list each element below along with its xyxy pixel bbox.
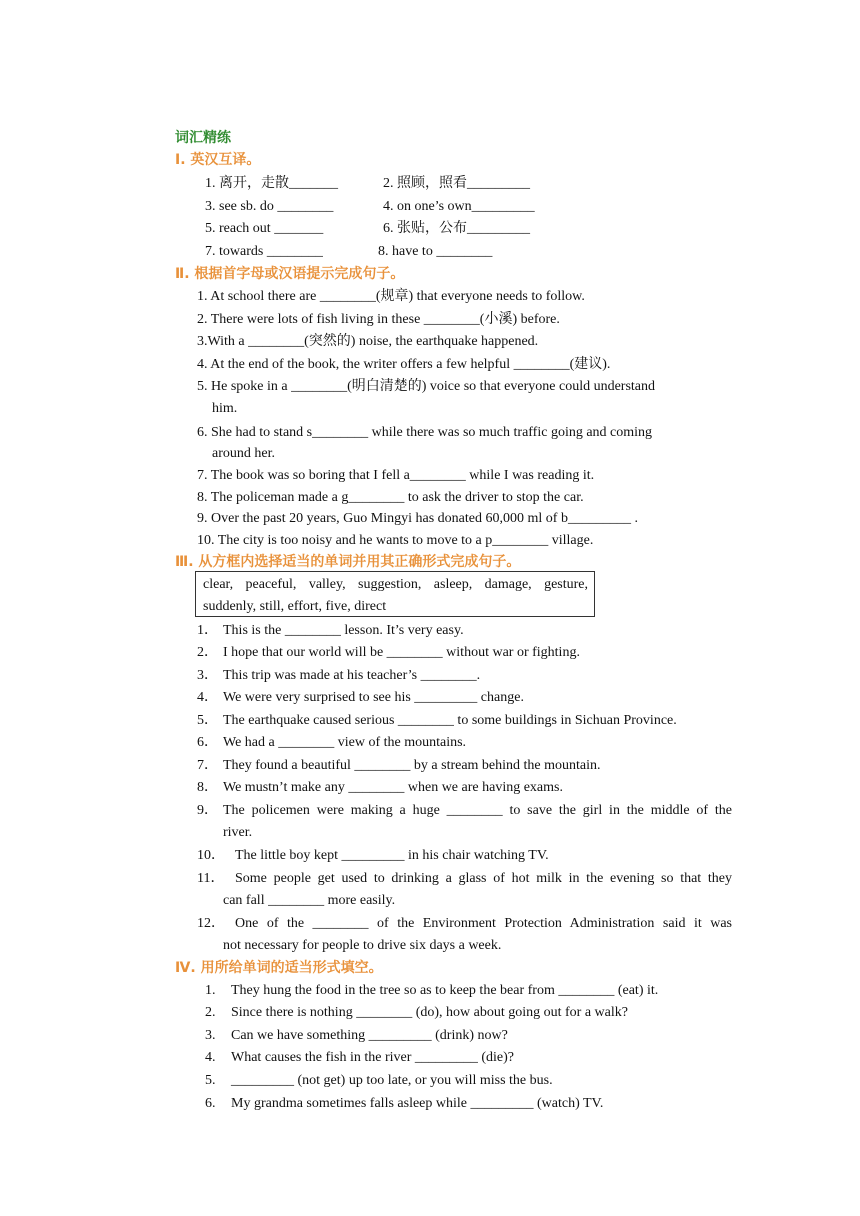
s4-num-6: 6. xyxy=(205,1096,216,1111)
s2-item-3: 3.With a ________(突然的) noise, the earthquake happened. xyxy=(197,334,539,349)
s1-item-1: 1. 离开，走散_______ xyxy=(205,176,338,191)
s4-item-6: My grandma sometimes falls asleep while _________ (watch) TV. xyxy=(231,1096,604,1111)
s2-item-4: 4. At the end of the book, the writer offers a few helpful ________(建议). xyxy=(197,357,611,372)
s4-num-3: 3. xyxy=(205,1028,216,1043)
s3-item-5: The earthquake caused serious ________ to some buildings in Sichuan Province. xyxy=(223,713,677,728)
s3-num-6: 6． xyxy=(197,735,218,750)
s2-item-8: 8. The policeman made a g________ to ask the driver to stop the car. xyxy=(197,490,584,505)
s3-item-2: I hope that our world will be ________ without war or fighting. xyxy=(223,645,580,660)
s3-item-12: One of the ________ of the Environment Protection Administration said it was xyxy=(235,916,732,931)
s2-item-6: 6. She had to stand s________ while there was so much traffic going and coming xyxy=(197,425,653,440)
s4-item-5: _________ (not get) up too late, or you will miss the bus. xyxy=(231,1073,553,1088)
word-box-line-2: suddenly, still, effort, five, direct xyxy=(203,599,387,614)
s3-item-7: They found a beautiful ________ by a stream behind the mountain. xyxy=(223,758,601,773)
s2-item-5: 5. He spoke in a ________(明白清楚的) voice so that everyone could understand xyxy=(197,379,656,394)
section-2-heading: Ⅱ. 根据首字母或汉语提示完成句子。 xyxy=(175,266,405,282)
s3-num-5: 5． xyxy=(197,713,218,728)
s1-item-5: 5. reach out _______ xyxy=(205,221,324,236)
s3-item-8: We mustn’t make any ________ when we are having exams. xyxy=(223,780,563,795)
word-box xyxy=(195,571,595,617)
s4-num-1: 1. xyxy=(205,983,216,998)
s4-item-2: Since there is nothing ________ (do), how about going out for a walk? xyxy=(231,1005,628,1020)
s2-item-10: 10. The city is too noisy and he wants to move to a p________ village. xyxy=(197,533,594,548)
s3-item-10: The little boy kept _________ in his chair watching TV. xyxy=(235,848,549,863)
s3-item-1: This is the ________ lesson. It’s very easy. xyxy=(223,623,464,638)
s3-item-4: We were very surprised to see his _________ change. xyxy=(223,690,524,705)
s3-num-9: 9． xyxy=(197,803,218,818)
s3-item-11-cont: can fall ________ more easily. xyxy=(223,893,396,908)
section-1-heading: Ⅰ. 英汉互译。 xyxy=(175,152,261,168)
s1-item-2: 2. 照顾，照看_________ xyxy=(383,176,530,191)
s1-item-4: 4. on one’s own_________ xyxy=(383,199,535,214)
page-title: 词汇精练 xyxy=(175,130,231,146)
s4-num-4: 4. xyxy=(205,1050,216,1065)
s3-item-12-cont: not necessary for people to drive six days a week. xyxy=(223,938,502,953)
section-3-heading: Ⅲ. 从方框内选择适当的单词并用其正确形式完成句子。 xyxy=(175,554,521,570)
s3-num-12: 12． xyxy=(197,916,225,931)
s4-num-5: 5. xyxy=(205,1073,216,1088)
s4-item-4: What causes the fish in the river _________ (die)? xyxy=(231,1050,515,1065)
s1-item-3: 3. see sb. do ________ xyxy=(205,199,334,214)
s3-num-10: 10． xyxy=(197,848,225,863)
s3-num-7: 7． xyxy=(197,758,218,773)
s1-item-8: 8. have to ________ xyxy=(378,244,493,259)
s3-item-11: Some people get used to drinking a glass of hot milk in the evening so that they xyxy=(235,871,732,886)
word-box-line-1: clear, peaceful, valley, suggestion, asleep, damage, gesture, xyxy=(203,577,588,592)
s3-item-6: We had a ________ view of the mountains. xyxy=(223,735,467,750)
section-4-heading: Ⅳ. 用所给单词的适当形式填空。 xyxy=(175,960,383,976)
s3-item-3: This trip was made at his teacher’s ________. xyxy=(223,668,481,683)
s3-num-2: 2． xyxy=(197,645,218,660)
s2-item-2: 2. There were lots of fish living in these ________(小溪) before. xyxy=(197,312,560,327)
s4-item-3: Can we have something _________ (drink) now? xyxy=(231,1028,508,1043)
s2-item-6-cont: around her. xyxy=(212,446,275,461)
s3-num-8: 8． xyxy=(197,780,218,795)
s2-item-9: 9. Over the past 20 years, Guo Mingyi has donated 60,000 ml of b_________ . xyxy=(197,511,638,526)
s4-num-2: 2. xyxy=(205,1005,216,1020)
s2-item-5-cont: him. xyxy=(212,401,238,416)
s3-num-3: 3． xyxy=(197,668,218,683)
s4-item-1: They hung the food in the tree so as to keep the bear from ________ (eat) it. xyxy=(231,983,659,998)
s1-item-7: 7. towards ________ xyxy=(205,244,323,259)
s3-num-4: 4． xyxy=(197,690,218,705)
s3-num-1: 1． xyxy=(197,623,218,638)
s3-item-9: The policemen were making a huge ________ to save the girl in the middle of the xyxy=(223,803,732,818)
s3-num-11: 11． xyxy=(197,871,225,886)
s2-item-7: 7. The book was so boring that I fell a________ while I was reading it. xyxy=(197,468,595,483)
s1-item-6: 6. 张贴，公布_________ xyxy=(383,221,530,236)
s2-item-1: 1. At school there are ________(规章) that everyone needs to follow. xyxy=(197,289,585,304)
s3-item-9-cont: river. xyxy=(223,825,253,840)
